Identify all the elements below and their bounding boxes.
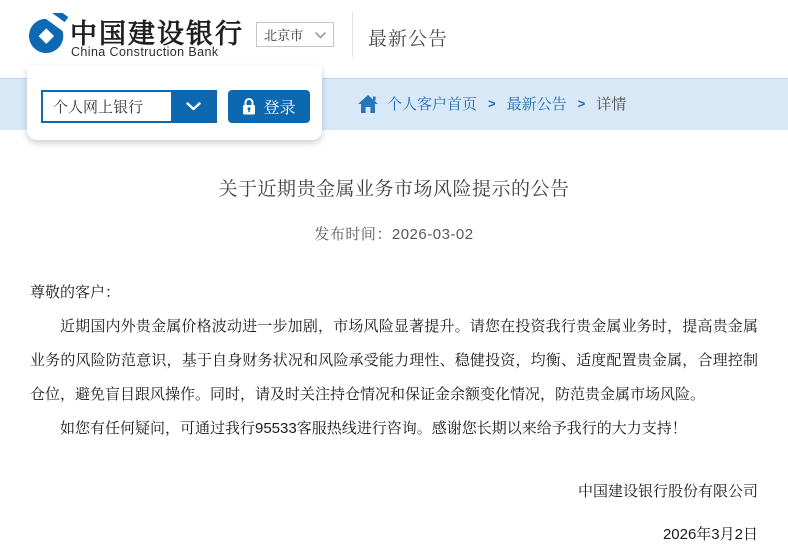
- header-divider: [352, 11, 353, 57]
- breadcrumb-separator: >: [488, 96, 496, 111]
- home-icon[interactable]: [358, 95, 378, 113]
- city-select[interactable]: [256, 22, 334, 47]
- page-title: 最新公告: [368, 29, 449, 50]
- article-publish-time: 发布时间：2026-03-02: [314, 226, 474, 243]
- article-signature: 中国建设银行股份有限公司: [577, 483, 758, 500]
- article-salutation: 尊敬的客户：: [30, 284, 121, 301]
- breadcrumb: [358, 93, 626, 114]
- lock-icon: [242, 98, 256, 115]
- city-select-value: 北京市: [264, 28, 304, 43]
- breadcrumb-link-home[interactable]: 个人客户首页: [387, 96, 478, 113]
- article-paragraph: 如您有任何疑问，可通过我行95533客服热线进行咨询。感谢您长期以来给予我行的大力支持！: [60, 420, 687, 437]
- breadcrumb-separator: >: [577, 96, 586, 111]
- article-title: 关于近期贵金属业务市场风险提示的公告: [218, 179, 570, 200]
- ccb-logo-icon: [28, 13, 70, 55]
- article-body: [30, 276, 758, 446]
- brand-name-english: China Construction Bank: [71, 45, 219, 59]
- chevron-down-icon[interactable]: [171, 92, 215, 121]
- article-sign-date: 2026年3月2日: [662, 526, 758, 543]
- channel-select-value: 个人网上银行: [53, 99, 144, 116]
- channel-select[interactable]: [41, 90, 217, 123]
- article-paragraph: 近期国内外贵金属价格波动进一步加剧，市场风险显著提升。请您在投资我行贵金属业务时，提高贵金属业务的风险防范意识，基于自身财务状况和风险承受能力理性、稳健投资，均衡、适度配置贵金属，合理控制仓位，避免盲目跟风操作。同时，请及时关注持仓情况和保证金余额变化情况，防范贵金属市场风险。: [30, 318, 758, 403]
- announcement-article: [0, 130, 788, 544]
- login-card: [27, 66, 322, 140]
- breadcrumb-link-announcements[interactable]: 最新公告: [506, 96, 567, 113]
- login-button-label: 登录: [263, 100, 296, 117]
- chevron-down-icon: [315, 26, 326, 44]
- login-button[interactable]: [228, 90, 310, 123]
- breadcrumb-current: 详情: [596, 96, 627, 113]
- brand-name-chinese: 中国建设银行: [70, 19, 244, 49]
